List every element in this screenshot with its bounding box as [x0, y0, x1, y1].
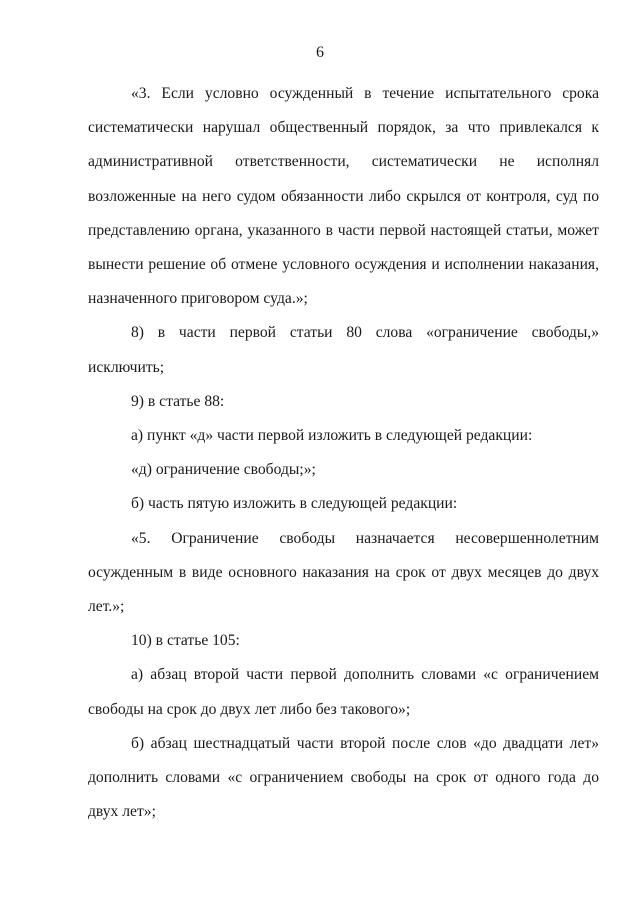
- paragraph-item-9: 9) в статье 88:: [131, 392, 225, 410]
- document-body: [88, 77, 599, 829]
- paragraph-item-9b-text: «5. Ограничение свободы назначается несовершеннолетним осужденным в виде основного наказания на срок от двух месяцев до двух лет.»;: [88, 529, 599, 616]
- paragraph-item-8: 8) в части первой статьи 80 слова «ограничение свободы,» исключить;: [88, 324, 599, 376]
- paragraph-item-9a-text: «д) ограничение свободы;»;: [131, 461, 316, 479]
- paragraph-item-10a: а) абзац второй части первой дополнить словами «с ограничением свободы на срок до двух лет либо без такового»;: [88, 666, 599, 718]
- paragraph-amendment-quote-3: «3. Если условно осужденный в течение испытательного срока систематически нарушал общественный порядок, за что привлекался к административной ответственности, систематически не исполнял возложенные на него судом обязанности либо скрылся от контроля, суд по представлению органа, указанного в части первой настоящей статьи, может вынести решение об отмене условного осуждения и исполнении наказания, назначенного приговором суда.»;: [88, 85, 599, 308]
- paragraph-item-9a: а) пункт «д» части первой изложить в следующей редакции:: [131, 427, 533, 445]
- paragraph-item-9b: б) часть пятую изложить в следующей редакции:: [131, 495, 458, 513]
- paragraph-item-10b: б) абзац шестнадцатый части второй после слов «до двадцати лет» дополнить словами «с ограничением свободы на срок от одного года до двух лет»;: [88, 734, 599, 821]
- page-number: 6: [316, 44, 324, 61]
- paragraph-item-10: 10) в статье 105:: [131, 632, 240, 650]
